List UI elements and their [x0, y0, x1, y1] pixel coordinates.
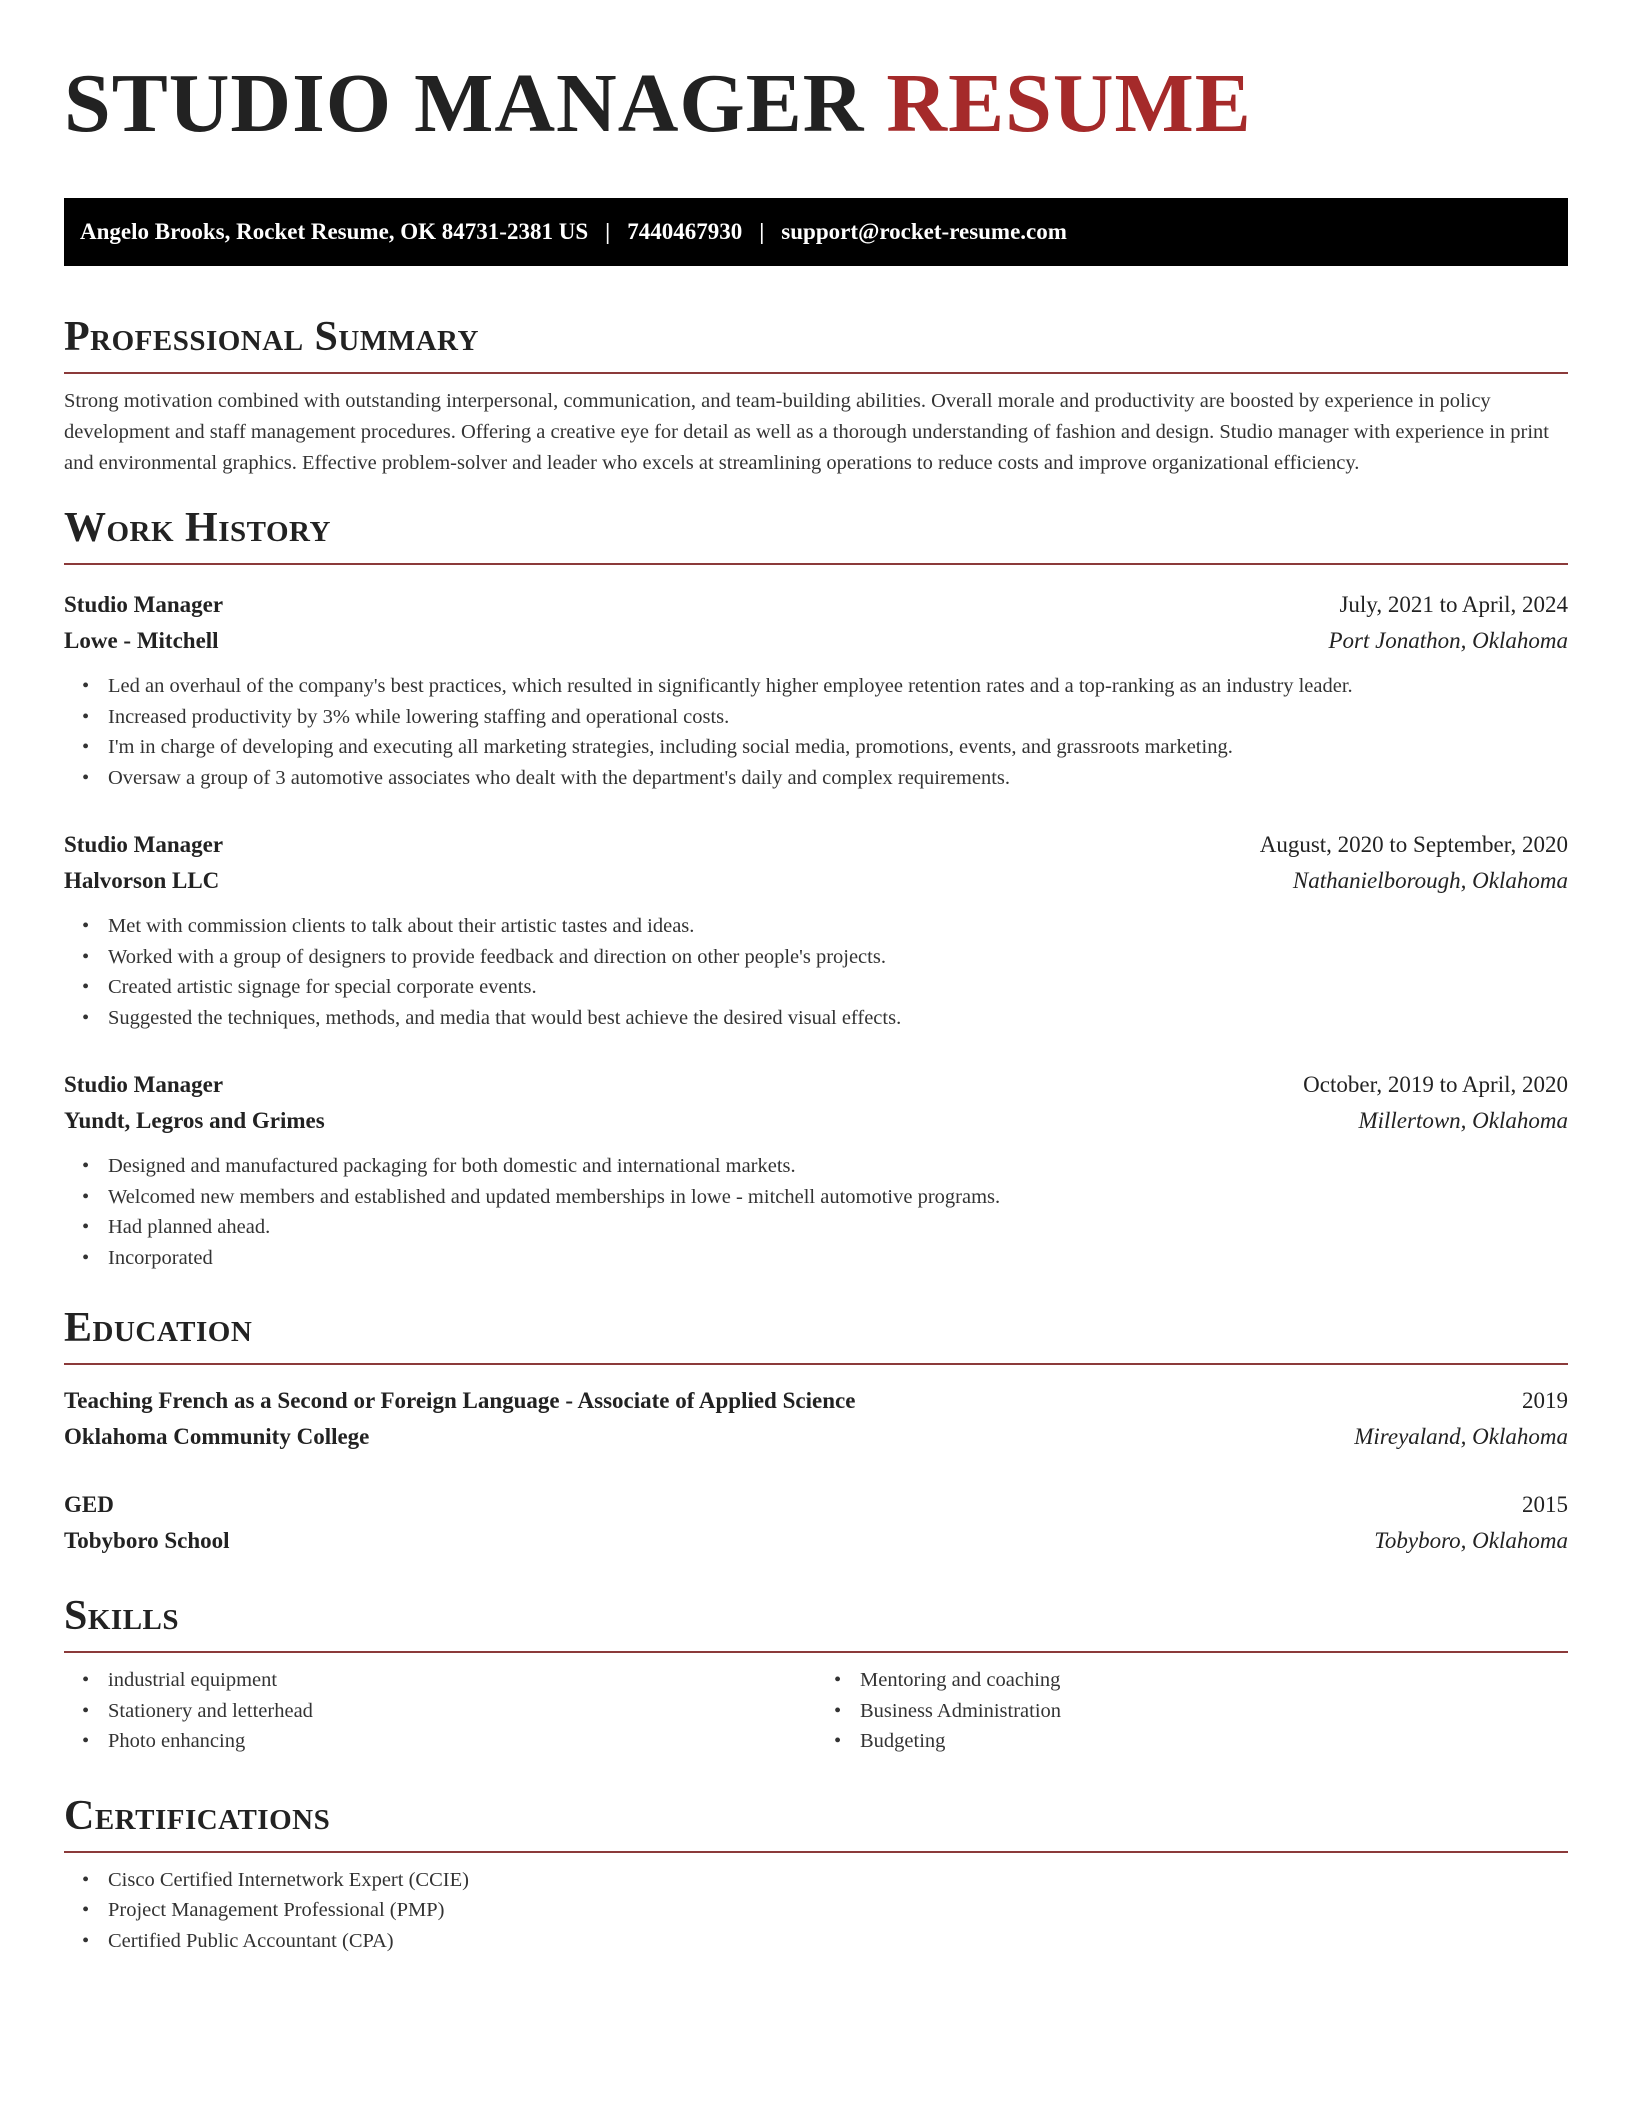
- contact-address: Angelo Brooks, Rocket Resume, OK 84731-2381 US: [80, 219, 589, 244]
- job-dates: October, 2019 to April, 2020: [1303, 1072, 1568, 1097]
- job-bullet: • Created artistic signage for special corporate events.: [108, 972, 1568, 1003]
- job-dates: July, 2021 to April, 2024: [1339, 592, 1568, 617]
- job-bullet: • Designed and manufactured packaging for both domestic and international markets.: [108, 1151, 1568, 1182]
- certifications-list: [64, 1865, 1568, 1957]
- education-entry: [64, 1487, 1568, 1559]
- job-bullets: [64, 1151, 1568, 1273]
- job-location: Nathanielborough, Oklahoma: [1292, 868, 1568, 893]
- skills-columns: [64, 1665, 1568, 1757]
- contact-bar: [64, 198, 1568, 266]
- job-bullet: • I'm in charge of developing and executing all marketing strategies, including social media, promotions, events, and grassroots marketing.: [108, 732, 1568, 763]
- contact-phone: 7440467930: [627, 219, 743, 244]
- job-bullets: [64, 671, 1568, 793]
- education-entry: [64, 1383, 1568, 1455]
- work-entry: [64, 1067, 1568, 1273]
- contact-separator: |: [759, 219, 765, 244]
- job-bullet: • Met with commission clients to talk about their artistic tastes and ideas.: [108, 911, 1568, 942]
- contact-email: support@rocket-resume.com: [781, 219, 1067, 244]
- skill-item: • Business Administration: [860, 1696, 1568, 1727]
- job-dates: August, 2020 to September, 2020: [1259, 832, 1568, 857]
- job-bullet: • Increased productivity by 3% while lowering staffing and operational costs.: [108, 702, 1568, 733]
- job-location: Millertown, Oklahoma: [1358, 1108, 1568, 1133]
- job-bullet: • Oversaw a group of 3 automotive associates who dealt with the department's daily and complex requirements.: [108, 763, 1568, 794]
- degree: Teaching French as a Second or Foreign Language - Associate of Applied Science: [64, 1388, 856, 1413]
- work-entry: [64, 827, 1568, 1033]
- certifications-heading: Certifications: [64, 1789, 1568, 1853]
- job-title: Studio Manager: [64, 592, 224, 617]
- title-accent: RESUME: [886, 57, 1252, 150]
- title-main: STUDIO MANAGER: [64, 57, 865, 150]
- job-location: Port Jonathon, Oklahoma: [1328, 628, 1568, 653]
- resume-title: [64, 50, 1568, 158]
- job-company: Yundt, Legros and Grimes: [64, 1108, 325, 1133]
- school: Oklahoma Community College: [64, 1424, 370, 1449]
- job-bullet: • Had planned ahead.: [108, 1212, 1568, 1243]
- degree: GED: [64, 1492, 114, 1517]
- certification-item: • Project Management Professional (PMP): [108, 1895, 1568, 1926]
- school-location: Mireyaland, Oklahoma: [1354, 1424, 1568, 1449]
- job-bullet: • Worked with a group of designers to provide feedback and direction on other people's projects.: [108, 942, 1568, 973]
- work-entry: [64, 587, 1568, 793]
- job-bullet: • Welcomed new members and established and updated memberships in lowe - mitchell automotive programs.: [108, 1182, 1568, 1213]
- education-heading: Education: [64, 1301, 1568, 1365]
- skills-list-left: [64, 1665, 816, 1757]
- skills-list-right: [816, 1665, 1568, 1757]
- job-bullet: • Suggested the techniques, methods, and media that would best achieve the desired visual effects.: [108, 1003, 1568, 1034]
- skill-item: • Budgeting: [860, 1726, 1568, 1757]
- school-location: Tobyboro, Oklahoma: [1374, 1528, 1568, 1553]
- certification-item: • Certified Public Accountant (CPA): [108, 1926, 1568, 1957]
- contact-separator: |: [605, 219, 611, 244]
- summary-text: Strong motivation combined with outstanding interpersonal, communication, and team-building abilities. Overall morale and productivity are boosted by experience in policy development and staff management procedures. Offering a creative eye for detail as well as a thorough understanding of fashion and design. Studio manager with experience in print and environmental graphics. Effective problem-solver and leader who excels at streamlining operations to reduce costs and improve organizational efficiency.: [64, 390, 1549, 474]
- job-company: Lowe - Mitchell: [64, 628, 219, 653]
- skill-item: • industrial equipment: [108, 1665, 816, 1696]
- skill-item: • Mentoring and coaching: [860, 1665, 1568, 1696]
- skills-heading: Skills: [64, 1589, 1568, 1653]
- summary-heading: Professional Summary: [64, 310, 1568, 374]
- job-bullets: [64, 911, 1568, 1033]
- work-history-heading: Work History: [64, 501, 1568, 565]
- skill-item: • Photo enhancing: [108, 1726, 816, 1757]
- school: Tobyboro School: [64, 1528, 230, 1553]
- skill-item: • Stationery and letterhead: [108, 1696, 816, 1727]
- job-company: Halvorson LLC: [64, 868, 220, 893]
- job-title: Studio Manager: [64, 832, 224, 857]
- job-title: Studio Manager: [64, 1072, 224, 1097]
- job-bullet: • Led an overhaul of the company's best practices, which resulted in significantly higher employee retention rates and a top-ranking as an industry leader.: [108, 671, 1568, 702]
- graduation-year: 2015: [1522, 1492, 1568, 1517]
- job-bullet: • Incorporated: [108, 1243, 1568, 1274]
- graduation-year: 2019: [1522, 1388, 1568, 1413]
- certification-item: • Cisco Certified Internetwork Expert (CCIE): [108, 1865, 1568, 1896]
